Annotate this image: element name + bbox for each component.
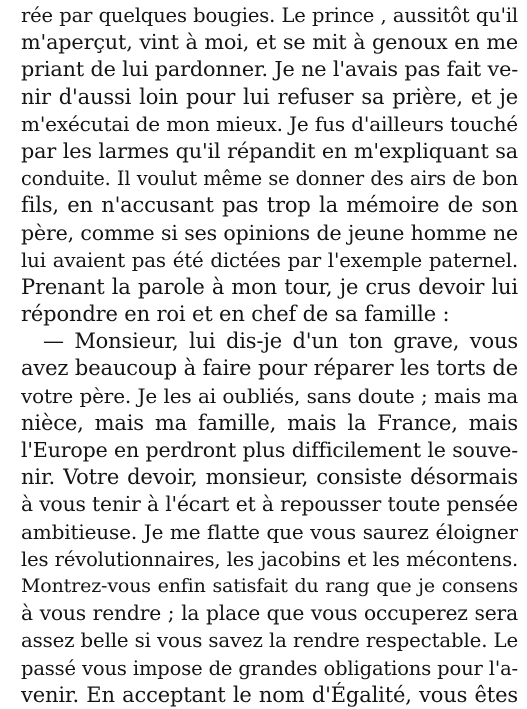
text-line: nièce, mais ma famille, mais la France, mais (21, 410, 518, 435)
text-line: Prenant la parole à mon tour, je crus devoir lui (21, 274, 518, 299)
text-line: les révolutionnaires, les jacobins et les mécontens. (21, 547, 518, 571)
text-line: m'exécutai de mon mieux. Je fus d'ailleurs touché (21, 111, 518, 136)
text-line: Montrez-vous enfin satisfait du rang que je consens (21, 574, 518, 597)
text-line: nir. Votre devoir, monsieur, consiste désormais (21, 465, 518, 490)
paragraph-end-line: répondre en roi et en chef de sa famille : (21, 302, 450, 327)
text-line: venir. En acceptant le nom d'Égalité, vous êtes (21, 682, 518, 707)
text-line: assez belle si vous savez la rendre respectable. Le (21, 629, 518, 653)
text-line: à vous rendre ; la place que vous occuperez sera (21, 601, 518, 626)
text-line: rée par quelques bougies. Le prince , aussitôt qu'il (21, 4, 518, 27)
text-line: par les larmes qu'il répandit en m'expliquant sa (21, 138, 518, 163)
text-line: votre père. Je les ai oubliés, sans doute ; mais ma (21, 383, 518, 408)
page-body-text (21, 2, 518, 709)
text-line: conduite. Il voulut même se donner des airs de bon (21, 167, 518, 191)
text-line: lui avaient pas été dictées par l'exemple paternel. (21, 248, 518, 272)
text-line: passé vous impose de grandes obligations pour l'a- (21, 656, 518, 680)
text-line: avez beaucoup à faire pour réparer les torts de (21, 356, 518, 381)
text-line: père, comme si ses opinions de jeune homme ne (21, 220, 518, 245)
text-line: à vous tenir à l'écart et à repousser toute pensée (21, 492, 518, 517)
text-line: ambitieuse. Je me flatte que vous saurez éloigner (21, 519, 518, 544)
text-line: priant de lui pardonner. Je ne l'avais pas fait ve- (21, 57, 518, 82)
text-line: — Monsieur, lui dis-je d'un ton grave, vous (43, 329, 518, 354)
text-line: m'aperçut, vint à moi, et se mit à genoux en me (21, 30, 518, 55)
text-line: l'Europe en perdront plus difficilement le souve- (21, 438, 518, 462)
text-line: nir d'aussi loin pour lui refuser sa prière, et je (21, 84, 518, 109)
text-line: fils, en n'accusant pas trop la mémoire de son (21, 193, 518, 218)
